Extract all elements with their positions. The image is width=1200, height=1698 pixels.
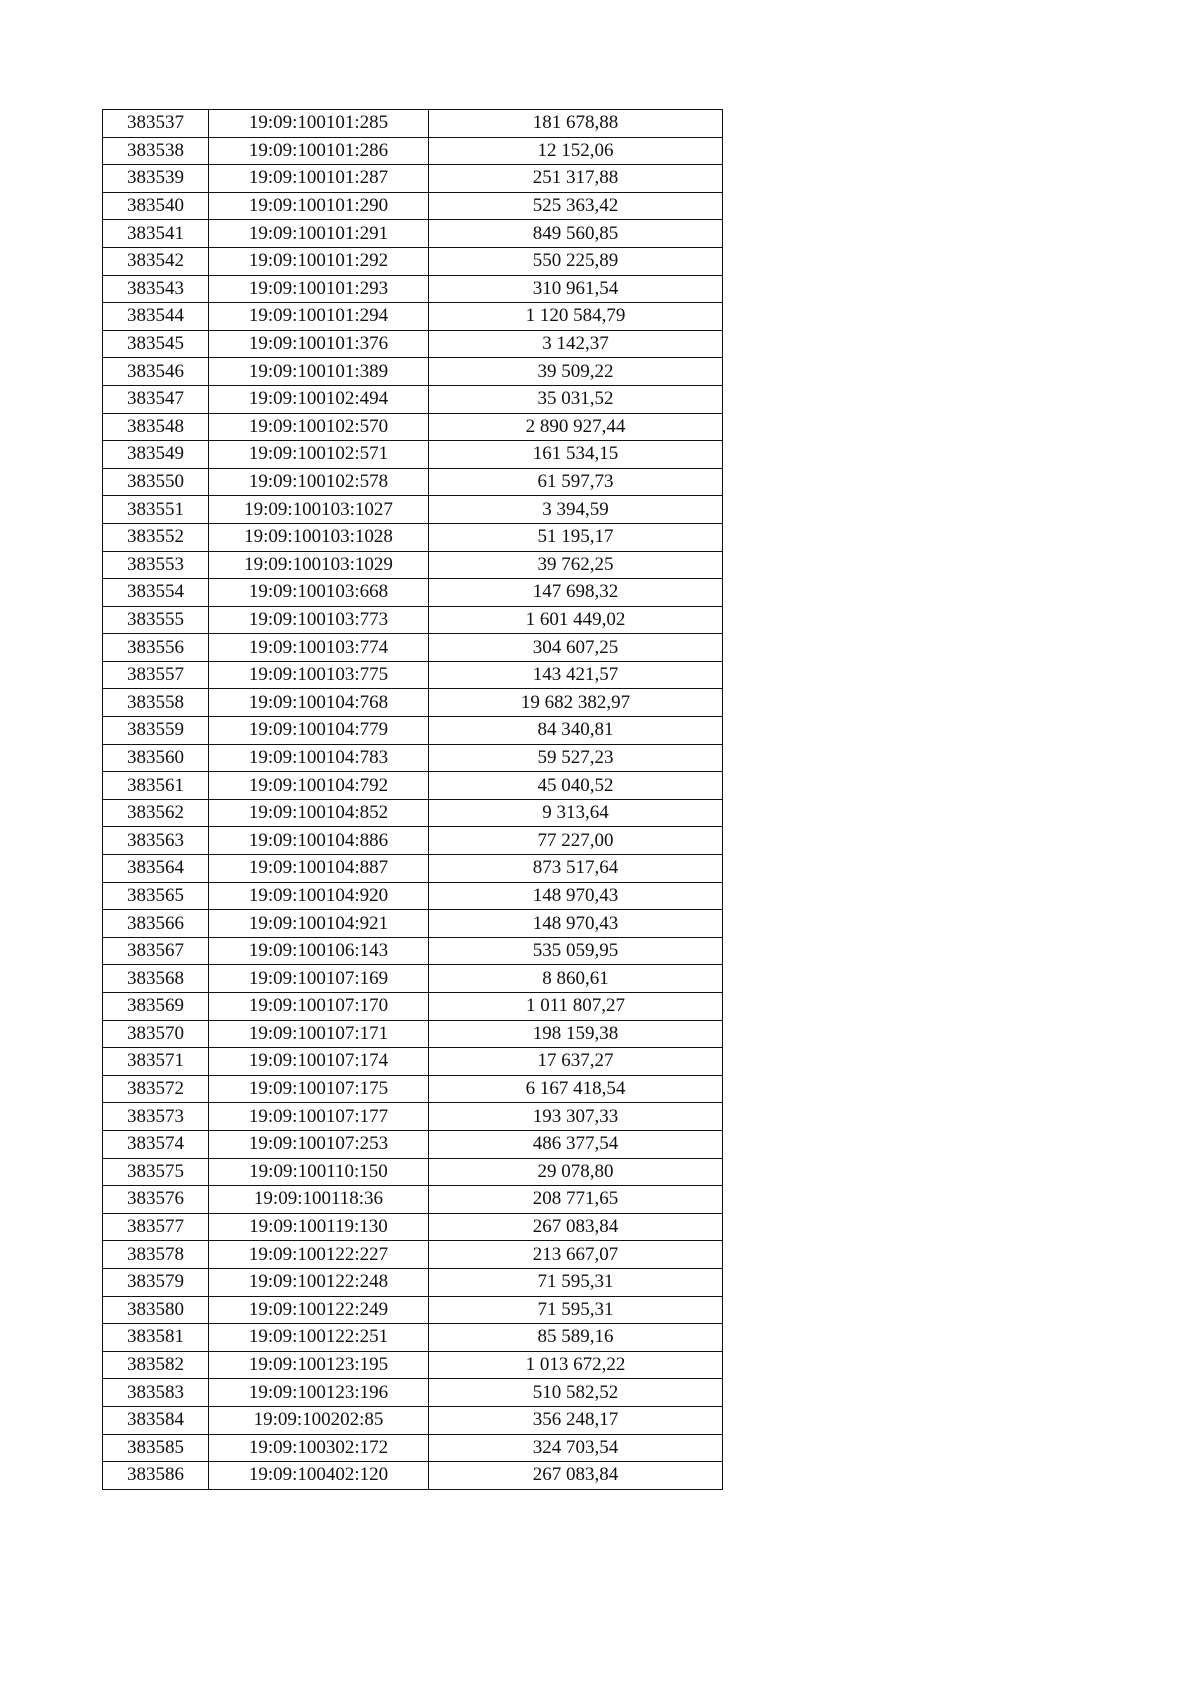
table-row xyxy=(103,468,723,496)
row-number-cell: 383539 xyxy=(103,165,209,193)
cadastral-value-cell: 59 527,23 xyxy=(429,744,723,772)
cadastral-value-cell: 535 059,95 xyxy=(429,937,723,965)
cadastral-value-cell: 84 340,81 xyxy=(429,717,723,745)
cadastral-value-cell: 251 317,88 xyxy=(429,165,723,193)
cadastral-value-cell: 324 703,54 xyxy=(429,1434,723,1462)
table-row xyxy=(103,744,723,772)
cadastral-value-cell: 61 597,73 xyxy=(429,468,723,496)
cadastral-number-cell: 19:09:100110:150 xyxy=(209,1158,429,1186)
row-number-cell: 383585 xyxy=(103,1434,209,1462)
row-number-cell: 383569 xyxy=(103,993,209,1021)
row-number-cell: 383540 xyxy=(103,192,209,220)
row-number-cell: 383555 xyxy=(103,606,209,634)
table-row xyxy=(103,1351,723,1379)
table-row xyxy=(103,551,723,579)
cadastral-value-cell: 161 534,15 xyxy=(429,441,723,469)
cadastral-number-cell: 19:09:100101:389 xyxy=(209,358,429,386)
cadastral-number-cell: 19:09:100107:174 xyxy=(209,1048,429,1076)
cadastral-number-cell: 19:09:100118:36 xyxy=(209,1186,429,1214)
table-row xyxy=(103,910,723,938)
table-row xyxy=(103,1324,723,1352)
cadastral-value-cell: 9 313,64 xyxy=(429,799,723,827)
cadastral-number-cell: 19:09:100103:668 xyxy=(209,579,429,607)
table-row xyxy=(103,1241,723,1269)
cadastral-value-cell: 77 227,00 xyxy=(429,827,723,855)
row-number-cell: 383558 xyxy=(103,689,209,717)
table-row xyxy=(103,993,723,1021)
row-number-cell: 383562 xyxy=(103,799,209,827)
cadastral-number-cell: 19:09:100122:248 xyxy=(209,1268,429,1296)
table-row xyxy=(103,247,723,275)
table-body xyxy=(103,110,723,1490)
row-number-cell: 383537 xyxy=(103,110,209,138)
table-row xyxy=(103,330,723,358)
cadastral-number-cell: 19:09:100402:120 xyxy=(209,1462,429,1490)
cadastral-number-cell: 19:09:100107:177 xyxy=(209,1103,429,1131)
cadastral-number-cell: 19:09:100102:571 xyxy=(209,441,429,469)
cadastral-number-cell: 19:09:100101:294 xyxy=(209,303,429,331)
row-number-cell: 383564 xyxy=(103,855,209,883)
cadastral-number-cell: 19:09:100102:578 xyxy=(209,468,429,496)
table-row xyxy=(103,220,723,248)
row-number-cell: 383580 xyxy=(103,1296,209,1324)
cadastral-value-cell: 143 421,57 xyxy=(429,661,723,689)
cadastral-number-cell: 19:09:100107:171 xyxy=(209,1020,429,1048)
cadastral-number-cell: 19:09:100104:768 xyxy=(209,689,429,717)
cadastral-value-cell: 310 961,54 xyxy=(429,275,723,303)
cadastral-number-cell: 19:09:100101:293 xyxy=(209,275,429,303)
cadastral-value-cell: 6 167 418,54 xyxy=(429,1075,723,1103)
cadastral-value-cell: 29 078,80 xyxy=(429,1158,723,1186)
row-number-cell: 383576 xyxy=(103,1186,209,1214)
row-number-cell: 383581 xyxy=(103,1324,209,1352)
cadastral-value-cell: 19 682 382,97 xyxy=(429,689,723,717)
table-row xyxy=(103,661,723,689)
cadastral-value-cell: 550 225,89 xyxy=(429,247,723,275)
table-row xyxy=(103,579,723,607)
row-number-cell: 383586 xyxy=(103,1462,209,1490)
cadastral-value-cell: 356 248,17 xyxy=(429,1406,723,1434)
cadastral-value-cell: 71 595,31 xyxy=(429,1296,723,1324)
cadastral-number-cell: 19:09:100103:1027 xyxy=(209,496,429,524)
row-number-cell: 383566 xyxy=(103,910,209,938)
table-row xyxy=(103,1048,723,1076)
cadastral-number-cell: 19:09:100104:783 xyxy=(209,744,429,772)
table-row xyxy=(103,110,723,138)
cadastral-value-cell: 304 607,25 xyxy=(429,634,723,662)
table-row xyxy=(103,1213,723,1241)
table-row xyxy=(103,1296,723,1324)
row-number-cell: 383543 xyxy=(103,275,209,303)
cadastral-number-cell: 19:09:100123:195 xyxy=(209,1351,429,1379)
row-number-cell: 383565 xyxy=(103,882,209,910)
table-row xyxy=(103,165,723,193)
row-number-cell: 383567 xyxy=(103,937,209,965)
table-row xyxy=(103,358,723,386)
table-row xyxy=(103,1158,723,1186)
table-row xyxy=(103,1379,723,1407)
row-number-cell: 383577 xyxy=(103,1213,209,1241)
table-row xyxy=(103,882,723,910)
row-number-cell: 383561 xyxy=(103,772,209,800)
row-number-cell: 383547 xyxy=(103,385,209,413)
table-row xyxy=(103,441,723,469)
cadastral-number-cell: 19:09:100101:286 xyxy=(209,137,429,165)
row-number-cell: 383574 xyxy=(103,1130,209,1158)
cadastral-number-cell: 19:09:100104:886 xyxy=(209,827,429,855)
cadastral-value-cell: 1 120 584,79 xyxy=(429,303,723,331)
cadastral-number-cell: 19:09:100107:175 xyxy=(209,1075,429,1103)
cadastral-value-cell: 51 195,17 xyxy=(429,523,723,551)
cadastral-value-cell: 147 698,32 xyxy=(429,579,723,607)
table-row xyxy=(103,772,723,800)
cadastral-number-cell: 19:09:100102:570 xyxy=(209,413,429,441)
cadastral-value-cell: 8 860,61 xyxy=(429,965,723,993)
cadastral-number-cell: 19:09:100107:169 xyxy=(209,965,429,993)
cadastral-number-cell: 19:09:100104:852 xyxy=(209,799,429,827)
table-row xyxy=(103,413,723,441)
cadastral-number-cell: 19:09:100101:290 xyxy=(209,192,429,220)
row-number-cell: 383582 xyxy=(103,1351,209,1379)
table-row xyxy=(103,496,723,524)
table-row xyxy=(103,799,723,827)
table-row xyxy=(103,1406,723,1434)
cadastral-number-cell: 19:09:100101:292 xyxy=(209,247,429,275)
row-number-cell: 383573 xyxy=(103,1103,209,1131)
cadastral-number-cell: 19:09:100122:251 xyxy=(209,1324,429,1352)
table-row xyxy=(103,1434,723,1462)
cadastral-number-cell: 19:09:100104:887 xyxy=(209,855,429,883)
cadastral-number-cell: 19:09:100103:774 xyxy=(209,634,429,662)
row-number-cell: 383583 xyxy=(103,1379,209,1407)
cadastral-value-cell: 873 517,64 xyxy=(429,855,723,883)
cadastral-value-cell: 267 083,84 xyxy=(429,1462,723,1490)
cadastral-number-cell: 19:09:100122:227 xyxy=(209,1241,429,1269)
cadastral-number-cell: 19:09:100302:172 xyxy=(209,1434,429,1462)
cadastral-value-cell: 181 678,88 xyxy=(429,110,723,138)
cadastral-value-cell: 2 890 927,44 xyxy=(429,413,723,441)
cadastral-value-cell: 208 771,65 xyxy=(429,1186,723,1214)
cadastral-number-cell: 19:09:100104:921 xyxy=(209,910,429,938)
row-number-cell: 383556 xyxy=(103,634,209,662)
cadastral-number-cell: 19:09:100202:85 xyxy=(209,1406,429,1434)
table-row xyxy=(103,1462,723,1490)
table-row xyxy=(103,689,723,717)
row-number-cell: 383549 xyxy=(103,441,209,469)
cadastral-number-cell: 19:09:100101:287 xyxy=(209,165,429,193)
cadastral-value-cell: 35 031,52 xyxy=(429,385,723,413)
cadastral-number-cell: 19:09:100106:143 xyxy=(209,937,429,965)
table-row xyxy=(103,1075,723,1103)
row-number-cell: 383584 xyxy=(103,1406,209,1434)
table-row xyxy=(103,303,723,331)
cadastral-number-cell: 19:09:100107:253 xyxy=(209,1130,429,1158)
cadastral-value-cell: 1 013 672,22 xyxy=(429,1351,723,1379)
cadastral-value-cell: 148 970,43 xyxy=(429,910,723,938)
row-number-cell: 383538 xyxy=(103,137,209,165)
cadastral-number-cell: 19:09:100119:130 xyxy=(209,1213,429,1241)
cadastral-value-cell: 45 040,52 xyxy=(429,772,723,800)
cadastral-number-cell: 19:09:100104:779 xyxy=(209,717,429,745)
table-row xyxy=(103,606,723,634)
table-row xyxy=(103,965,723,993)
cadastral-value-table xyxy=(102,109,723,1490)
row-number-cell: 383553 xyxy=(103,551,209,579)
table-row xyxy=(103,827,723,855)
cadastral-value-cell: 510 582,52 xyxy=(429,1379,723,1407)
row-number-cell: 383572 xyxy=(103,1075,209,1103)
row-number-cell: 383559 xyxy=(103,717,209,745)
cadastral-number-cell: 19:09:100104:792 xyxy=(209,772,429,800)
cadastral-number-cell: 19:09:100122:249 xyxy=(209,1296,429,1324)
cadastral-value-cell: 486 377,54 xyxy=(429,1130,723,1158)
table-row xyxy=(103,634,723,662)
cadastral-number-cell: 19:09:100101:285 xyxy=(209,110,429,138)
cadastral-number-cell: 19:09:100123:196 xyxy=(209,1379,429,1407)
table-row xyxy=(103,1186,723,1214)
cadastral-value-cell: 3 394,59 xyxy=(429,496,723,524)
table-row xyxy=(103,275,723,303)
row-number-cell: 383552 xyxy=(103,523,209,551)
cadastral-value-cell: 193 307,33 xyxy=(429,1103,723,1131)
row-number-cell: 383551 xyxy=(103,496,209,524)
row-number-cell: 383579 xyxy=(103,1268,209,1296)
cadastral-value-cell: 267 083,84 xyxy=(429,1213,723,1241)
row-number-cell: 383542 xyxy=(103,247,209,275)
cadastral-value-cell: 12 152,06 xyxy=(429,137,723,165)
row-number-cell: 383570 xyxy=(103,1020,209,1048)
cadastral-number-cell: 19:09:100104:920 xyxy=(209,882,429,910)
cadastral-number-cell: 19:09:100103:1028 xyxy=(209,523,429,551)
row-number-cell: 383560 xyxy=(103,744,209,772)
cadastral-value-cell: 85 589,16 xyxy=(429,1324,723,1352)
cadastral-value-cell: 1 601 449,02 xyxy=(429,606,723,634)
table-row xyxy=(103,385,723,413)
cadastral-value-cell: 39 762,25 xyxy=(429,551,723,579)
table-row xyxy=(103,1020,723,1048)
row-number-cell: 383546 xyxy=(103,358,209,386)
table-row xyxy=(103,192,723,220)
cadastral-value-cell: 1 011 807,27 xyxy=(429,993,723,1021)
row-number-cell: 383578 xyxy=(103,1241,209,1269)
row-number-cell: 383544 xyxy=(103,303,209,331)
cadastral-value-cell: 148 970,43 xyxy=(429,882,723,910)
cadastral-value-cell: 39 509,22 xyxy=(429,358,723,386)
row-number-cell: 383575 xyxy=(103,1158,209,1186)
cadastral-value-cell: 71 595,31 xyxy=(429,1268,723,1296)
table-row xyxy=(103,523,723,551)
cadastral-number-cell: 19:09:100101:291 xyxy=(209,220,429,248)
cadastral-value-cell: 3 142,37 xyxy=(429,330,723,358)
table-row xyxy=(103,1268,723,1296)
row-number-cell: 383554 xyxy=(103,579,209,607)
cadastral-number-cell: 19:09:100101:376 xyxy=(209,330,429,358)
cadastral-number-cell: 19:09:100103:773 xyxy=(209,606,429,634)
cadastral-number-cell: 19:09:100107:170 xyxy=(209,993,429,1021)
row-number-cell: 383568 xyxy=(103,965,209,993)
table-row xyxy=(103,855,723,883)
row-number-cell: 383548 xyxy=(103,413,209,441)
cadastral-number-cell: 19:09:100103:775 xyxy=(209,661,429,689)
cadastral-value-cell: 17 637,27 xyxy=(429,1048,723,1076)
table-row xyxy=(103,137,723,165)
row-number-cell: 383545 xyxy=(103,330,209,358)
table-row xyxy=(103,937,723,965)
cadastral-value-cell: 213 667,07 xyxy=(429,1241,723,1269)
cadastral-value-cell: 525 363,42 xyxy=(429,192,723,220)
row-number-cell: 383571 xyxy=(103,1048,209,1076)
row-number-cell: 383563 xyxy=(103,827,209,855)
row-number-cell: 383550 xyxy=(103,468,209,496)
row-number-cell: 383541 xyxy=(103,220,209,248)
table-row xyxy=(103,1103,723,1131)
cadastral-value-cell: 849 560,85 xyxy=(429,220,723,248)
cadastral-value-cell: 198 159,38 xyxy=(429,1020,723,1048)
cadastral-number-cell: 19:09:100103:1029 xyxy=(209,551,429,579)
row-number-cell: 383557 xyxy=(103,661,209,689)
table-row xyxy=(103,717,723,745)
table-row xyxy=(103,1130,723,1158)
cadastral-number-cell: 19:09:100102:494 xyxy=(209,385,429,413)
